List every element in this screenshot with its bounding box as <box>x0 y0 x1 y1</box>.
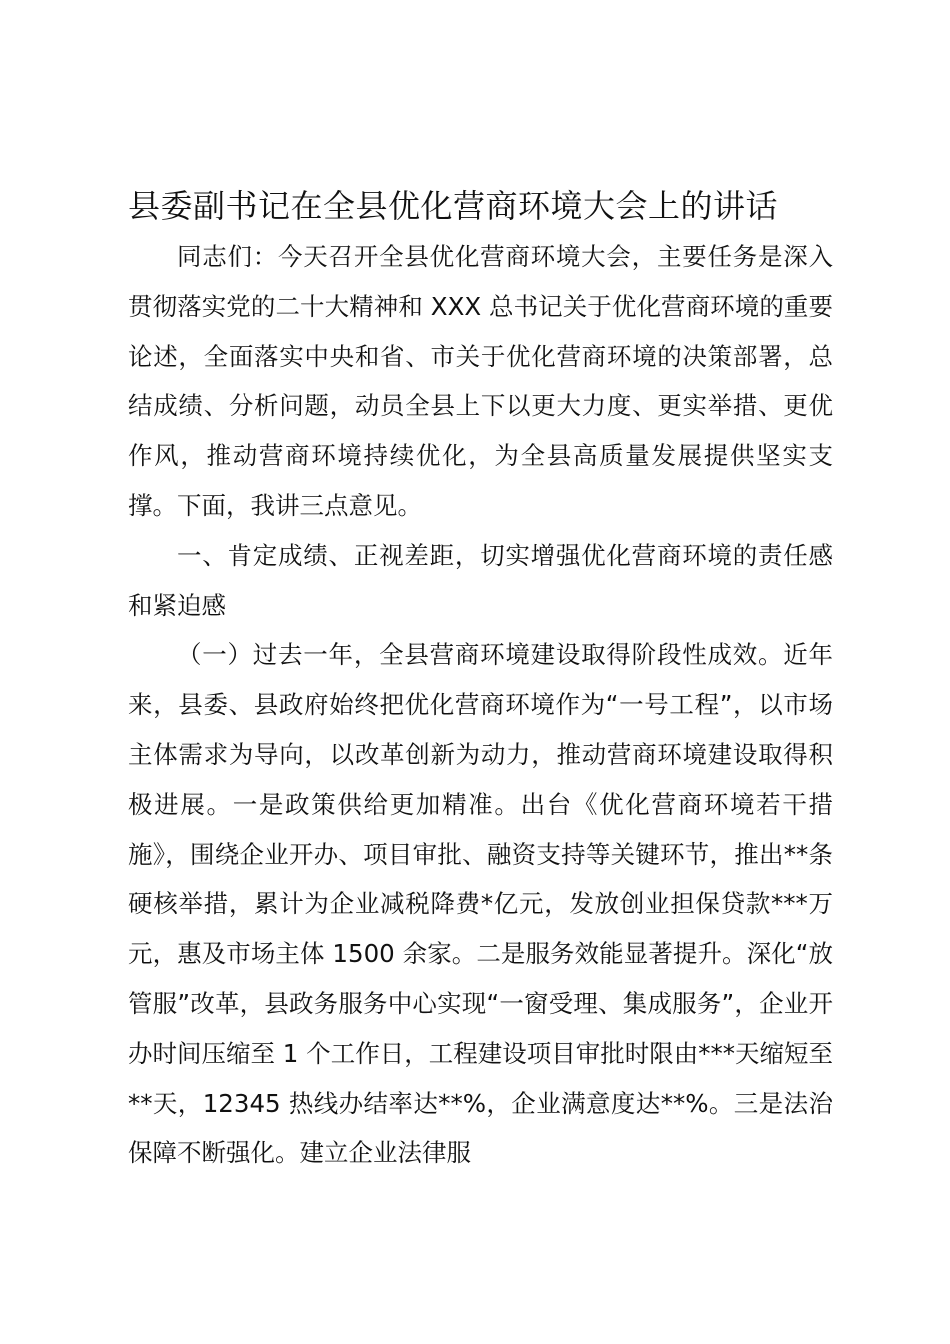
document-body <box>128 232 833 1178</box>
section-heading-1: 一、肯定成绩、正视差距，切实增强优化营商环境的责任感和紧迫感 <box>128 540 833 620</box>
document-title: 县委副书记在全县优化营商环境大会上的讲话 <box>128 187 779 225</box>
opening-paragraph: 同志们：今天召开全县优化营商环境大会，主要任务是深入贯彻落实党的二十大精神和 XXX 总书记关于优化营商环境的重要论述，全面落实中央和省、市关于优化营商环境的决策部署，总结成绩、分析问题，动员全县上下以更大力度、更实举措、更优作风，推动营商环境持续优化，为全县高质量发展提供坚实支撑。下面，我讲三点意见。 <box>128 242 833 520</box>
subsection-paragraph-1: （一）过去一年，全县营商环境建设取得阶段性成效。近年来，县委、县政府始终把优化营商环境作为“一号工程”，以市场主体需求为导向，以改革创新为动力，推动营商环境建设取得积极进展。一是政策供给更加精准。出台《优化营商环境若干措施》，围绕企业开办、项目审批、融资支持等关键环节，推出**条硬核举措，累计为企业减税降费*亿元，发放创业担保贷款***万元，惠及市场主体 1500 余家。二是服务效能显著提升。深化“放管服”改革，县政务服务中心实现“一窗受理、集成服务”，企业开办时间压缩至 1 个工作日，工程建设项目审批时限由***天缩短至**天，12345 热线办结率达**%，企业满意度达**%。三是法治保障不断强化。建立企业法律服 <box>128 640 833 1168</box>
